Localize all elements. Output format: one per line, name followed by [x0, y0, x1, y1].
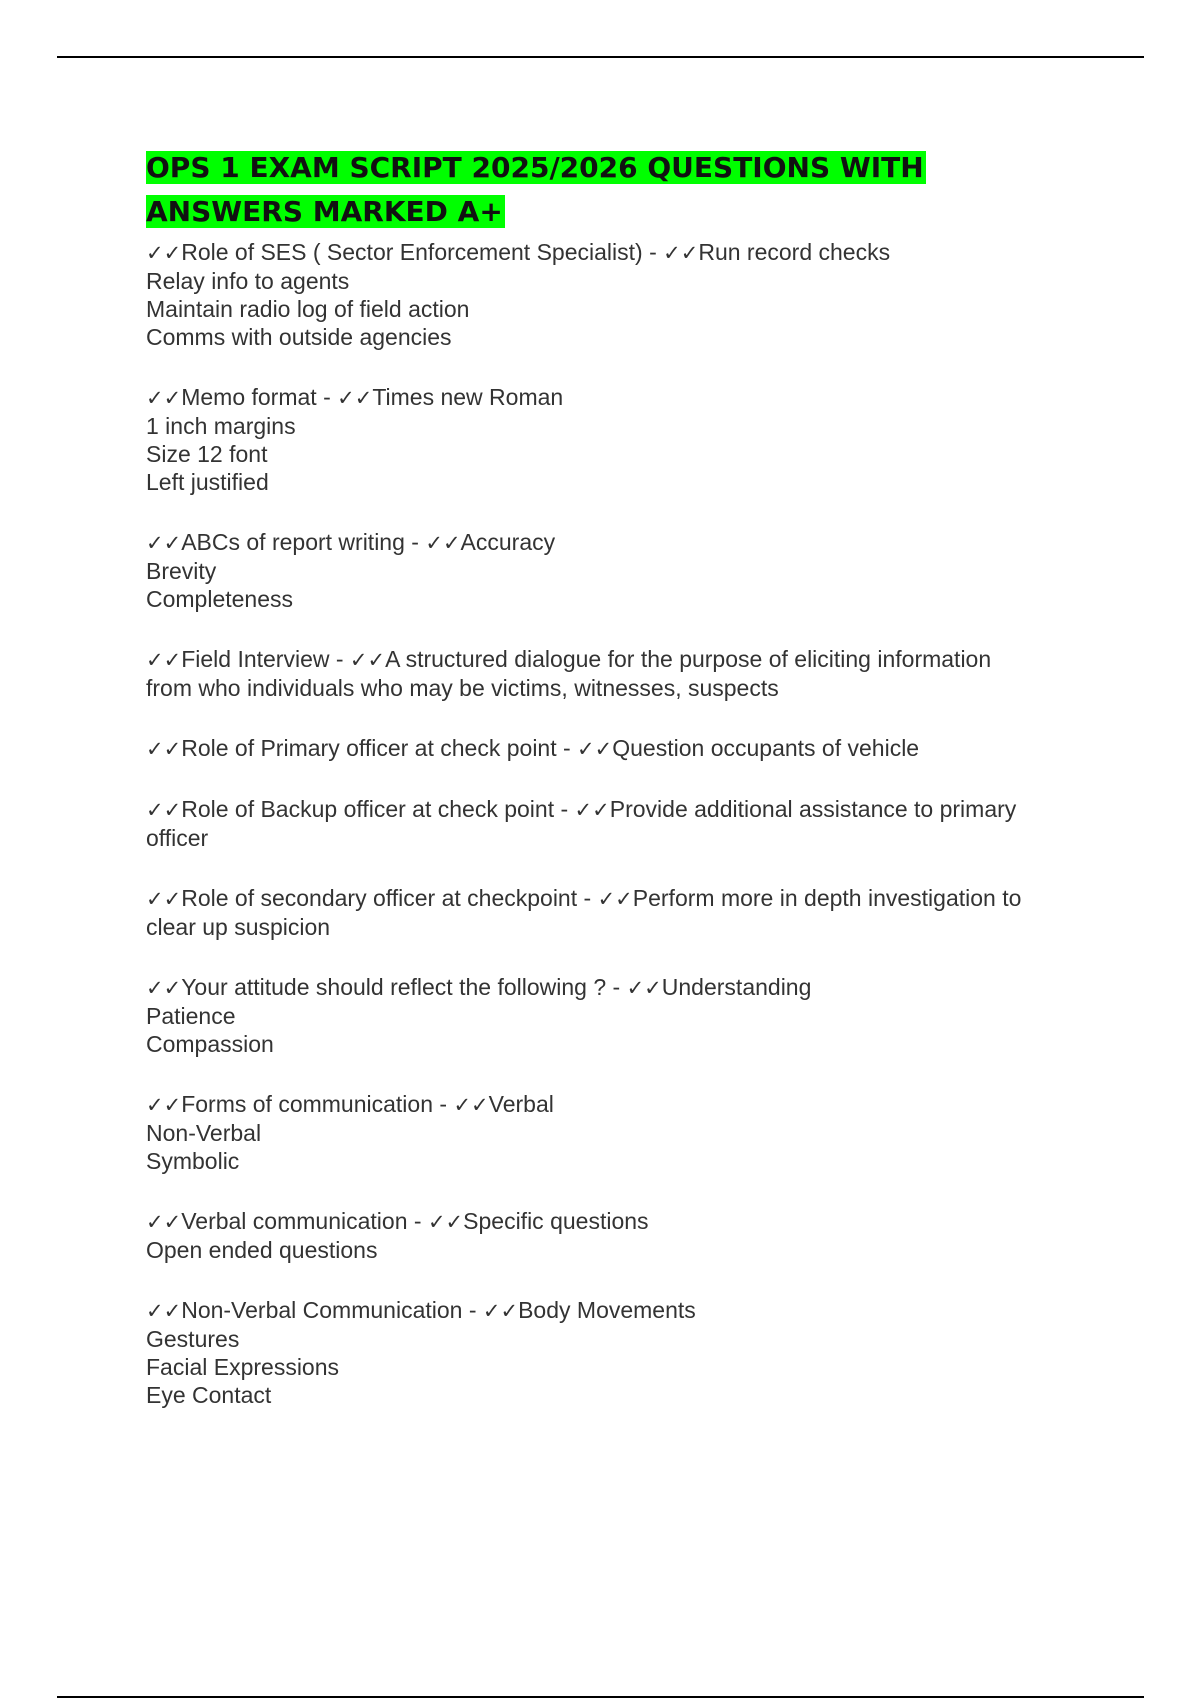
answer-line: Patience	[146, 1003, 236, 1029]
qa-first-line	[146, 795, 1086, 824]
qa-entry	[146, 1090, 1086, 1175]
checkmark-icon: ✓✓	[146, 1093, 182, 1117]
question-text: Your attitude should reflect the following ? -	[181, 974, 627, 1000]
question-text: ABCs of report writing -	[181, 529, 426, 555]
answer-line: Eye Contact	[146, 1382, 272, 1408]
answer-line: Non-Verbal	[146, 1120, 262, 1146]
answer-line: clear up suspicion	[146, 914, 331, 940]
answer-text: Verbal	[488, 1091, 554, 1117]
footer-rule	[57, 1696, 1144, 1698]
answer-line: Symbolic	[146, 1148, 240, 1174]
question-text: Role of secondary officer at checkpoint -	[181, 885, 598, 911]
checkmark-icon: ✓✓	[663, 241, 699, 265]
qa-entry	[146, 238, 1086, 351]
answer-line: Completeness	[146, 586, 294, 612]
answer-line: Brevity	[146, 558, 217, 584]
checkmark-icon: ✓✓	[453, 1093, 489, 1117]
title-line-2: ANSWERS MARKED A+	[146, 195, 503, 228]
qa-first-line	[146, 734, 1086, 763]
question-text: Non-Verbal Communication -	[181, 1297, 483, 1323]
answer-line: Gestures	[146, 1326, 240, 1352]
answer-line: Comms with outside agencies	[146, 324, 452, 350]
qa-first-line	[146, 1207, 1086, 1236]
qa-entry	[146, 645, 1086, 702]
checkmark-icon: ✓✓	[597, 887, 633, 911]
checkmark-icon: ✓✓	[427, 1210, 464, 1234]
answer-text: Perform more in depth investigation to	[632, 885, 1022, 911]
checkmark-icon: ✓✓	[146, 648, 182, 672]
qa-entry	[146, 973, 1086, 1058]
question-text: Field Interview -	[181, 646, 350, 672]
answer-text: Times new Roman	[372, 384, 564, 410]
answer-line: 1 inch margins	[146, 413, 296, 439]
checkmark-icon: ✓✓	[349, 648, 386, 672]
checkmark-icon: ✓✓	[146, 798, 182, 822]
answer-line: Relay info to agents	[146, 268, 350, 294]
checkmark-icon: ✓✓	[574, 798, 610, 822]
qa-first-line	[146, 1090, 1086, 1119]
qa-first-line	[146, 238, 1086, 267]
answer-line: Size 12 font	[146, 441, 268, 467]
question-text: Role of Backup officer at check point -	[181, 796, 575, 822]
question-text: Role of SES ( Sector Enforcement Specialist) -	[181, 239, 664, 265]
answer-text: Specific questions	[463, 1208, 649, 1234]
answer-line: Facial Expressions	[146, 1354, 340, 1380]
checkmark-icon: ✓✓	[146, 976, 182, 1000]
answer-text: Question occupants of vehicle	[612, 735, 920, 761]
qa-first-line	[146, 645, 1086, 674]
checkmark-icon: ✓✓	[146, 386, 182, 410]
qa-entry	[146, 795, 1086, 852]
question-text: Memo format -	[181, 384, 338, 410]
qa-list	[146, 238, 1086, 1409]
answer-text: Understanding	[661, 974, 812, 1000]
checkmark-icon: ✓✓	[337, 386, 373, 410]
answer-line: Open ended questions	[146, 1237, 378, 1263]
document-body	[146, 146, 1086, 1441]
qa-first-line	[146, 884, 1086, 913]
checkmark-icon: ✓✓	[577, 737, 613, 761]
answer-line: officer	[146, 825, 209, 851]
answer-text: Accuracy	[460, 529, 556, 555]
checkmark-icon: ✓✓	[482, 1299, 519, 1323]
checkmark-icon: ✓✓	[146, 737, 182, 761]
answer-text: Provide additional assistance to primary	[609, 796, 1017, 822]
answer-line: Compassion	[146, 1031, 274, 1057]
checkmark-icon: ✓✓	[146, 241, 182, 265]
checkmark-icon: ✓✓	[626, 976, 662, 1000]
question-text: Forms of communication -	[181, 1091, 454, 1117]
checkmark-icon: ✓✓	[146, 1210, 182, 1234]
qa-first-line	[146, 528, 1086, 557]
answer-line: Maintain radio log of field action	[146, 296, 470, 322]
qa-entry	[146, 528, 1086, 613]
qa-entry	[146, 1296, 1086, 1409]
checkmark-icon: ✓✓	[425, 531, 461, 555]
answer-text: Body Movements	[518, 1297, 696, 1323]
checkmark-icon: ✓✓	[146, 531, 182, 555]
qa-entry	[146, 383, 1086, 496]
answer-text: A structured dialogue for the purpose of eliciting information	[385, 646, 992, 672]
checkmark-icon: ✓✓	[146, 887, 182, 911]
qa-first-line	[146, 1296, 1086, 1325]
title-line-1: OPS 1 EXAM SCRIPT 2025/2026 QUESTIONS WITH	[146, 151, 924, 184]
qa-first-line	[146, 383, 1086, 412]
question-text: Verbal communication -	[181, 1208, 428, 1234]
answer-text: Run record checks	[698, 239, 891, 265]
answer-line: from who individuals who may be victims, witnesses, suspects	[146, 675, 779, 701]
qa-entry	[146, 1207, 1086, 1264]
qa-entry	[146, 884, 1086, 941]
checkmark-icon: ✓✓	[146, 1299, 182, 1323]
qa-entry	[146, 734, 1086, 763]
document-title	[146, 146, 1086, 234]
question-text: Role of Primary officer at check point -	[181, 735, 578, 761]
qa-first-line	[146, 973, 1086, 1002]
header-rule	[57, 56, 1144, 58]
answer-line: Left justified	[146, 469, 269, 495]
